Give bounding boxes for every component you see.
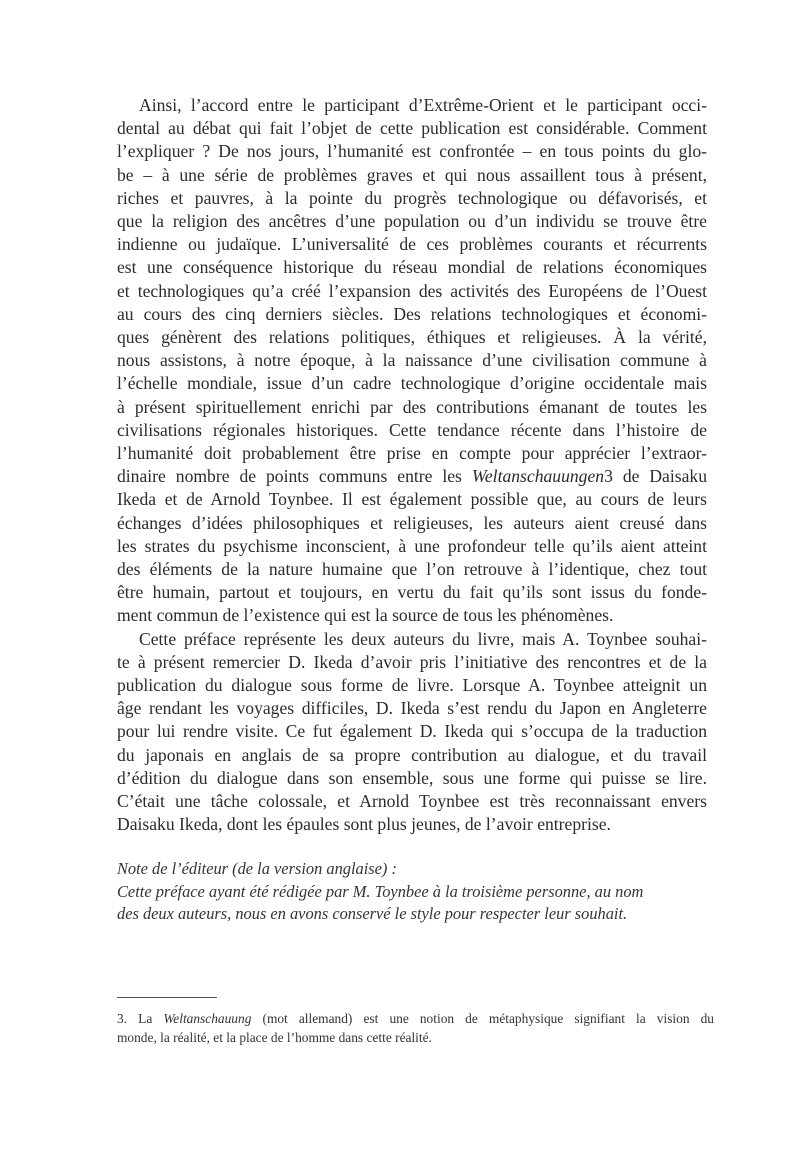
preface-body — [117, 94, 707, 837]
paragraph-2 — [117, 628, 707, 837]
paragraph-1 — [117, 94, 707, 465]
paragraph-2-line-1: Cette préface représente les deux auteurs du livre, mais A. Toynbee souhai- — [139, 628, 707, 649]
paragraph-1-line-9: et technologiques qu’a créé l’expansion des activités des Européens de l’Ouest — [117, 280, 707, 301]
paragraph-2-line-6: du japonais en anglais de sa propre contribution au dialogue, et du travail — [117, 744, 707, 765]
paragraph-1-line-12: nous assistons, à notre époque, à la naissance d’une civilisation commune à — [117, 350, 707, 371]
paragraph-2-line-3: publication du dialogue sous forme de livre. Lorsque A. Toynbee atteignit un — [117, 675, 707, 696]
footnote-line-2: monde, la réalité, et la place de l’homme dans cette réalité. — [117, 1030, 432, 1046]
editor-note-heading: Note de l’éditeur (de la version anglaise) : — [117, 859, 397, 878]
editor-note — [117, 858, 717, 926]
paragraph-1-line-13: l’échelle mondiale, issue d’un cadre technologique d’origine occidentale mais — [117, 373, 707, 394]
paragraph-2-line-7: d’édition du dialogue dans son ensemble, sous une forme qui puisse se lire. — [117, 767, 707, 788]
footnote-number: 3. — [117, 1011, 128, 1026]
paragraph-1-line-6: que la religion des ancêtres d’une population ou d’un individu se trouve être — [117, 211, 707, 232]
paragraph-1b-line-1: Ikeda et de Arnold Toynbee. Il est également possible que, au cours de leurs — [117, 489, 707, 510]
paragraph-2-line-8: C’était une tâche colossale, et Arnold Toynbee est très reconnaissant envers — [117, 791, 707, 812]
paragraph-1b-line-5: être humain, partout et toujours, en vertu du fait qu’ils sont issus du fonde- — [117, 582, 707, 603]
paragraph-1-continued — [117, 488, 707, 627]
footnote-text-1: (mot allemand) est une notion de métaphysique signifiant la vision du — [251, 1011, 715, 1026]
footnote-ref-3[interactable]: 3 — [604, 466, 613, 487]
weltanschauungen-term: Weltanschauungen — [471, 466, 605, 487]
footnote-divider — [117, 997, 217, 998]
paragraph-1-line-15: civilisations régionales historiques. Cette tendance récente dans l’histoire de — [117, 419, 707, 440]
paragraph-1-line-7: indienne ou judaïque. L’universalité de ces problèmes courants et récurrents — [117, 234, 707, 255]
paragraph-1-line-4: be – à une série de problèmes graves et qui nous assaillent tous à présent, — [117, 164, 707, 185]
paragraph-1-line-16: l’humanité doit probablement être prise en compte pour apprécier l’extraor- — [117, 443, 707, 464]
paragraph-1-line-2: dental au débat qui fait l’objet de cette publication est considérable. Comment — [117, 118, 707, 139]
p1-line17-post: de Daisaku — [612, 466, 708, 487]
paragraph-1b-line-4: des éléments de la nature humaine que l’on retrouve à l’identique, chez tout — [117, 559, 707, 580]
paragraph-2-line-5: pour lui rendre visite. Ce fut également D. Ikeda qui s’occupa de la traduction — [117, 721, 707, 742]
paragraph-1-line-3: l’expliquer ? De nos jours, l’humanité est confrontée – en tous points du glo- — [117, 141, 707, 162]
editor-note-line-2: des deux auteurs, nous en avons conservé le style pour respecter leur souhait. — [117, 904, 628, 924]
paragraph-2-line-2: te à présent remercier D. Ikeda d’avoir pris l’initiative des rencontres et de la — [117, 651, 707, 672]
editor-note-line-1: Cette préface ayant été rédigée par M. Toynbee à la troisième personne, au nom — [117, 881, 644, 901]
paragraph-1b-line-6: ment commun de l’existence qui est la source de tous les phénomènes. — [117, 605, 614, 626]
paragraph-1-line-14: à présent spirituellement enrichi par des contributions émanant de toutes les — [117, 396, 707, 417]
p1-line17-pre: dinaire nombre de points communs entre les — [117, 466, 472, 487]
footnote-line-1 — [117, 1009, 714, 1028]
paragraph-1-line-5: riches et pauvres, à la pointe du progrès technologique ou défavorisés, et — [117, 187, 707, 208]
paragraph-1-line-8: est une conséquence historique du réseau mondial de relations économiques — [117, 257, 707, 278]
paragraph-1-line-17 — [117, 465, 707, 488]
paragraph-1b-line-2: échanges d’idées philosophiques et religieuses, les auteurs aient creusé dans — [117, 512, 707, 533]
paragraph-2-line-4: âge rendant les voyages difficiles, D. Ikeda s’est rendu du Japon en Angleterre — [117, 698, 707, 719]
paragraph-1-line-10: au cours des cinq derniers siècles. Des relations technologiques et économi- — [117, 303, 707, 324]
footnote-3 — [117, 1009, 714, 1047]
footnote-term: Weltanschauung — [163, 1011, 252, 1026]
paragraph-1b-line-3: les strates du psychisme inconscient, à une profondeur telle qu’ils aient atteint — [117, 535, 707, 556]
paragraph-2-line-9: Daisaku Ikeda, dont les épaules sont plus jeunes, de l’avoir entreprise. — [117, 814, 611, 835]
paragraph-1-line-1: Ainsi, l’accord entre le participant d’Extrême-Orient et le participant occi- — [139, 95, 707, 115]
paragraph-1-line-11: ques génèrent des relations politiques, éthiques et religieuses. À la vérité, — [117, 327, 707, 348]
footnote-pre: La — [127, 1011, 164, 1026]
